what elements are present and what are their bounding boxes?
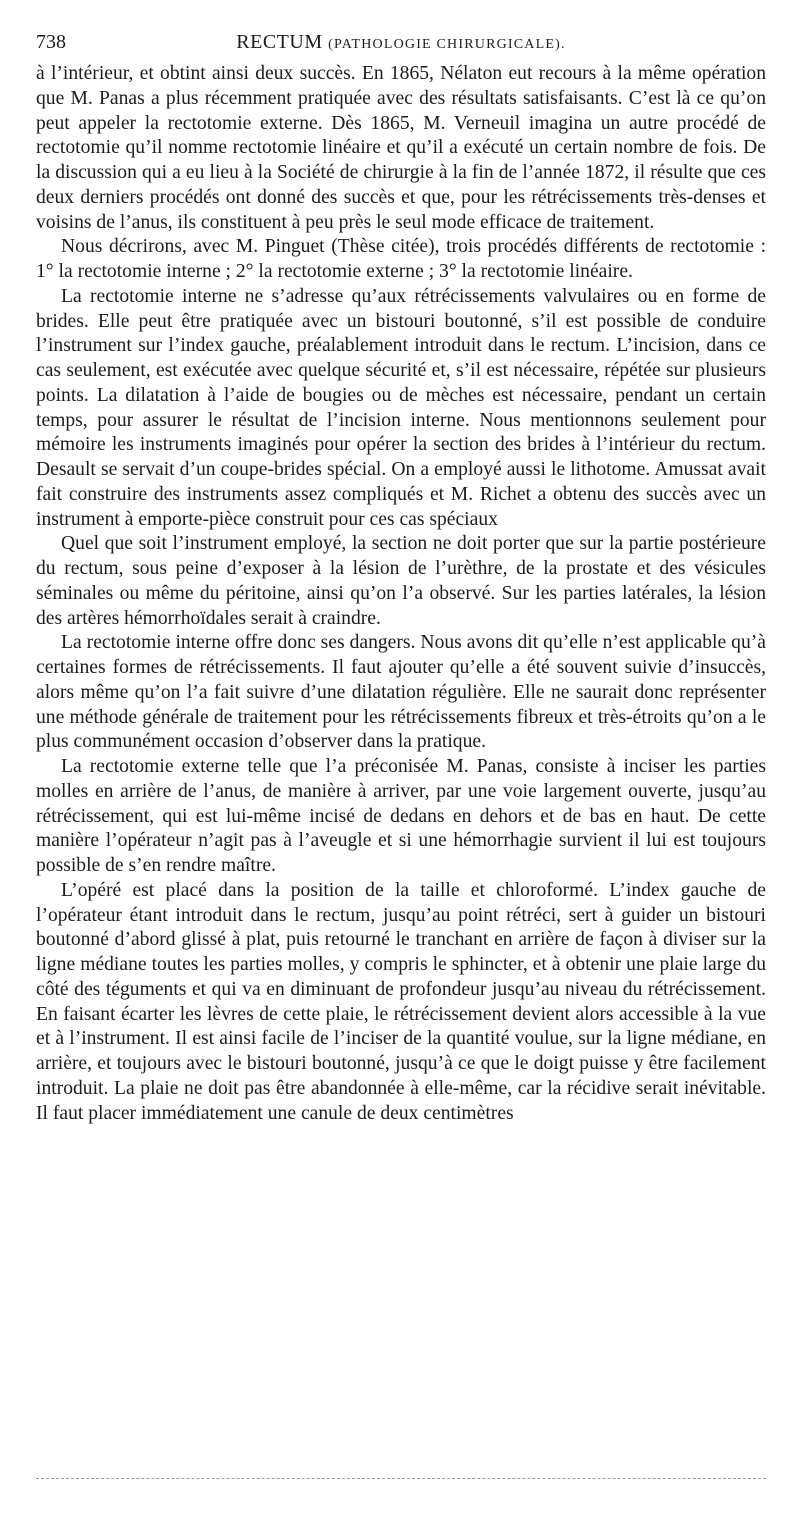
- paragraph: La rectotomie interne ne s’adresse qu’aux rétrécissements valvulaires ou en forme de brides. Elle peut être pratiquée avec un bistouri boutonné, s’il est possible de conduire l’instrument sur l’index gauche, préalablement introduit dans le rectum. L’incision, dans ce cas seulement, est exécutée avec quelque sécurité et, s’il est nécessaire, répétée sur plusieurs points. La dilatation à l’aide de bougies ou de mèches est nécessaire, pendant un certain temps, pour assurer le résultat de l’incision interne. Nous mentionnons seulement pour mémoire les instruments imaginés pour opérer la section des brides à l’intérieur du rectum. Desault se servait d’un coupe-brides spécial. On a employé aussi le lithotome. Amussat avait fait construire des instruments assez compliqués et M. Richet a obtenu des succès avec un instrument à emporte-pièce construit pour ces cas spéciaux: [36, 285, 766, 530]
- paragraph: La rectotomie interne offre donc ses dangers. Nous avons dit qu’elle n’est applicable qu’à certaines formes de rétrécissements. Il faut ajouter qu’elle a été souvent suivie d’insuccès, alors même qu’on l’a fait suivre d’une dilatation régulière. Elle ne saurait donc représenter une méthode générale de traitement pour les rétrécissements fibreux et très-étroits qu’on a le plus communément occasion d’observer dans la pratique.: [36, 632, 766, 753]
- paragraph: Nous décrirons, avec M. Pinguet (Thèse citée), trois procédés différents de rectotomie : 1° la rectotomie interne ; 2° la rectotomie externe ; 3° la rectotomie linéaire.: [36, 236, 766, 282]
- paragraph: La rectotomie externe telle que l’a préconisée M. Panas, consiste à inciser les parties molles en arrière de l’anus, de manière à arriver, par une voie largement ouverte, jusqu’au rétrécissement, qui est lui-même incisé de dedans en dehors et de bas en haut. De cette manière l’opérateur n’agit pas à l’aveugle et si une hémorrhagie survient il lui est toujours possible de s’en rendre maître.: [36, 756, 766, 876]
- page-number: 738: [36, 31, 66, 53]
- body-text: [36, 62, 766, 1126]
- paragraph: Quel que soit l’instrument employé, la section ne doit porter que sur la partie postérieure du rectum, sous peine d’exposer à la lésion de l’urèthre, de la prostate et des vésicules séminales ou même du péritoine, ainsi qu’on l’a observé. Sur les parties latérales, la lésion des artères hémorrhoïdales serait à craindre.: [36, 533, 766, 629]
- running-title-subtitle: (PATHOLOGIE CHIRURGICALE).: [328, 37, 566, 52]
- running-title-main: RECTUM: [236, 31, 323, 53]
- running-title: [36, 28, 766, 59]
- paragraph: L’opéré est placé dans la position de la taille et chloroformé. L’index gauche de l’opérateur étant introduit dans le rectum, jusqu’au point rétréci, sert à guider un bistouri boutonné d’abord glissé à plat, puis retourné le tranchant en arrière de façon à diviser sur la ligne médiane toutes les parties molles, y compris le sphincter, et à obtenir une plaie large du côté des téguments et qui va en diminuant de profondeur jusqu’au niveau du rétrécissement. En faisant écarter les lèvres de cette plaie, le rétrécissement devient alors accessible à la vue et à l’instrument. Il est ainsi facile de l’inciser de la quantité voulue, sur la ligne médiane, en arrière, et toujours avec le bistouri boutonné, jusqu’à ce que le doigt puisse y être facilement introduit. La plaie ne doit pas être abandonnée à elle-même, car la récidive serait inévitable. Il faut placer immédiatement une canule de deux centimètres: [36, 879, 766, 1124]
- footer-rule: [36, 1478, 766, 1479]
- paragraph: à l’intérieur, et obtint ainsi deux succès. En 1865, Nélaton eut recours à la même opération que M. Panas a plus récemment pratiquée avec des résultats satisfaisants. C’est là ce qu’on peut appeler la rectotomie externe. Dès 1865, M. Verneuil imagina un autre procédé de rectotomie qu’il nomme rectotomie linéaire et qu’il a exécuté un certain nombre de fois. De la discussion qui a eu lieu à la Société de chirurgie à la fin de l’année 1872, il résulte que ces deux derniers procédés ont donné des succès et que, pour les rétrécissements très-denses et voisins de l’anus, ils constituent à peu près le seul mode efficace de traitement.: [36, 63, 766, 233]
- running-header: [36, 28, 766, 56]
